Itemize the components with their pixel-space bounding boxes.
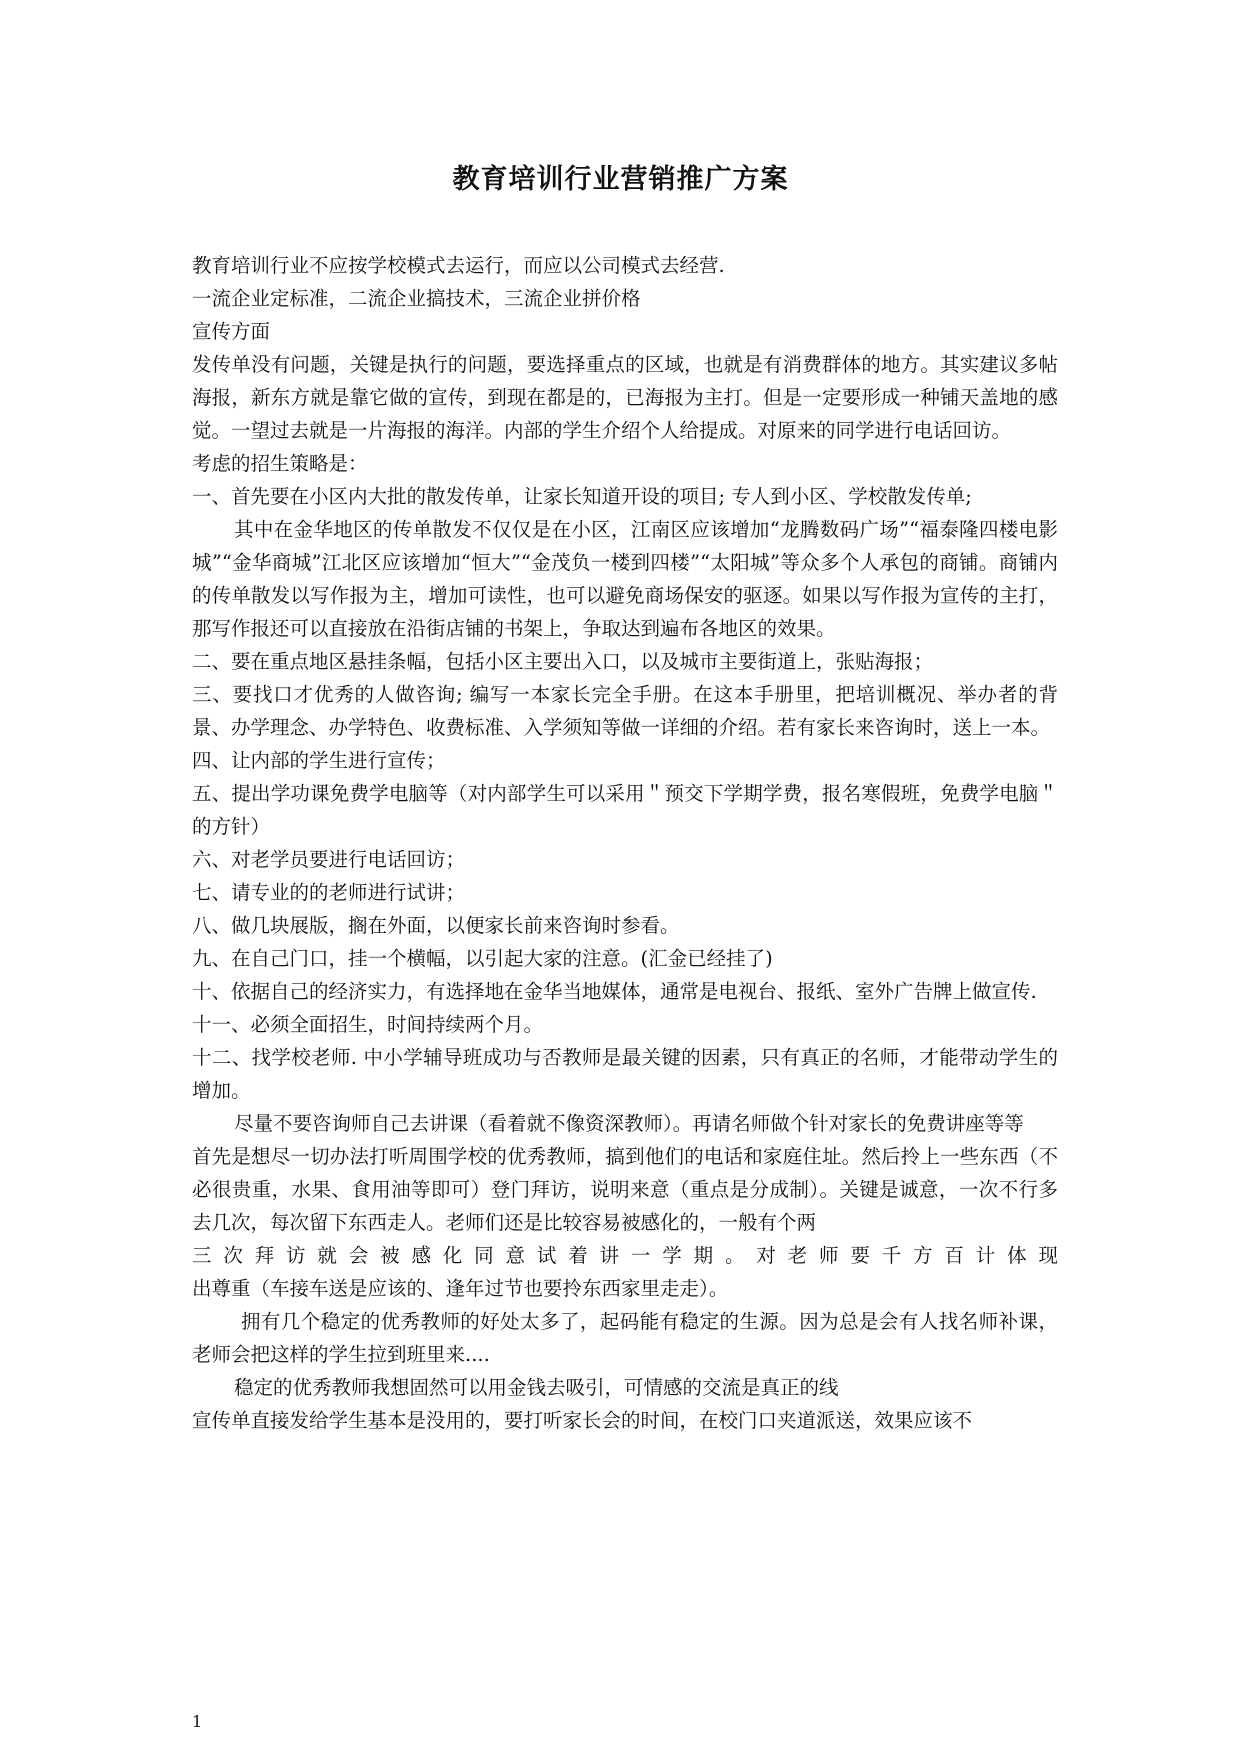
list-item-10: 十、依据自己的经济实力，有选择地在金华当地媒体，通常是电视台、报纸、室外广告牌上做宣传. xyxy=(192,980,1037,1003)
paragraph-intro: 教育培训行业不应按学校模式去运行，而应以公司模式去经营. xyxy=(192,254,725,277)
paragraph-strategy-heading: 考虑的招生策略是： xyxy=(192,452,368,475)
section-heading-publicity: 宣传方面 xyxy=(192,320,271,343)
paragraph-teacher-visit: 首先是想尽一切办法打听周围学校的优秀教师，搞到他们的电话和家庭住址。然后拎上一些东西（不必很贵重，水果、食用油等即可）登门拜访，说明来意（重点是分成制）。关键是诚意，一次不行多去几次，每次留下东西走人。老师们还是比较容易被感化的，一般有个两 xyxy=(192,1145,1058,1234)
paragraph-motto: 一流企业定标准，二流企业搞技术，三流企业拼价格 xyxy=(192,287,641,310)
list-item-12: 十二、找学校老师. 中小学辅导班成功与否教师是最关键的因素，只有真正的名师，才能带动学生的增加。 xyxy=(192,1046,1058,1102)
paragraph-jinhua-areas: 其中在金华地区的传单散发不仅仅是在小区，江南区应该增加“龙腾数码广场”“福泰隆四楼电影城”“金华商城”江北区应该增加“恒大”“金茂负一楼到四楼”“太阳城”等众多个人承包的商铺。商铺内的传单散发以写作报为主，增加可读性，也可以避免商场保安的驱逐。如果以写作报为宣传的主打，那写作报还可以直接放在沿街店铺的书架上，争取达到遍布各地区的效果。 xyxy=(192,518,1058,640)
list-item-2: 二、要在重点地区悬挂条幅，包括小区主要出入口，以及城市主要街道上，张贴海报； xyxy=(192,650,934,673)
paragraph-teacher-visit-line: 三次拜访就会被感化同意试着讲一学期。对老师要千方百计体现 xyxy=(192,1244,1058,1267)
paragraph-flyers: 发传单没有问题，关键是执行的问题，要选择重点的区域，也就是有消费群体的地方。其实建议多帖海报，新东方就是靠它做的宣传，到现在都是的，已海报为主打。但是一定要形成一种铺天盖地的感觉。一望过去就是一片海报的海洋。内部的学生介绍个人给提成。对原来的同学进行电话回访。 xyxy=(192,353,1058,442)
list-item-5: 五、提出学功课免费学电脑等（对内部学生可以采用＂预交下学期学费，报名寒假班，免费学电脑＂的方针） xyxy=(192,782,1058,838)
document-body xyxy=(192,249,1058,1437)
list-item-8: 八、做几块展版，搁在外面，以便家长前来咨询时参看。 xyxy=(192,914,680,937)
list-item-3: 三、要找口才优秀的人做咨询; 编写一本家长完全手册。在这本手册里，把培训概况、举办者的背景、办学理念、办学特色、收费标准、入学须知等做一详细的介绍。若有家长来咨询时，送上一本。 xyxy=(192,683,1058,739)
paragraph-teacher-respect: 出尊重（车接车送是应该的、逢年过节也要拎东西家里走走）。 xyxy=(192,1277,729,1300)
list-item-11: 十一、必须全面招生，时间持续两个月。 xyxy=(192,1013,544,1036)
paragraph-consultant: 尽量不要咨询师自己去讲课（看着就不像资深教师）。再请名师做个针对家长的免费讲座等等 xyxy=(234,1112,1024,1135)
list-item-6: 六、对老学员要进行电话回访； xyxy=(192,848,466,871)
list-item-1: 一、首先要在小区内大批的散发传单，让家长知道开设的项目; 专人到小区、学校散发传单; xyxy=(192,485,972,508)
document-title: 教育培训行业营销推广方案 xyxy=(452,164,789,195)
paragraph-stable-teachers: 拥有几个稳定的优秀教师的好处太多了，起码能有稳定的生源。因为总是会有人找名师补课，老师会把这样的学生拉到班里来.... xyxy=(192,1310,1058,1366)
list-item-9: 九、在自己门口，挂一个横幅，以引起大家的注意。(汇金已经挂了) xyxy=(192,947,773,970)
list-item-7: 七、请专业的的老师进行试讲； xyxy=(192,881,466,904)
list-item-4: 四、让内部的学生进行宣传； xyxy=(192,749,446,772)
page-number: 1 xyxy=(192,1712,203,1731)
paragraph-emotional-bond: 稳定的优秀教师我想固然可以用金钱去吸引，可情感的交流是真正的线 xyxy=(234,1376,839,1399)
paragraph-parent-meeting: 宣传单直接发给学生基本是没用的，要打听家长会的时间，在校门口夹道派送，效果应该不 xyxy=(192,1409,973,1432)
